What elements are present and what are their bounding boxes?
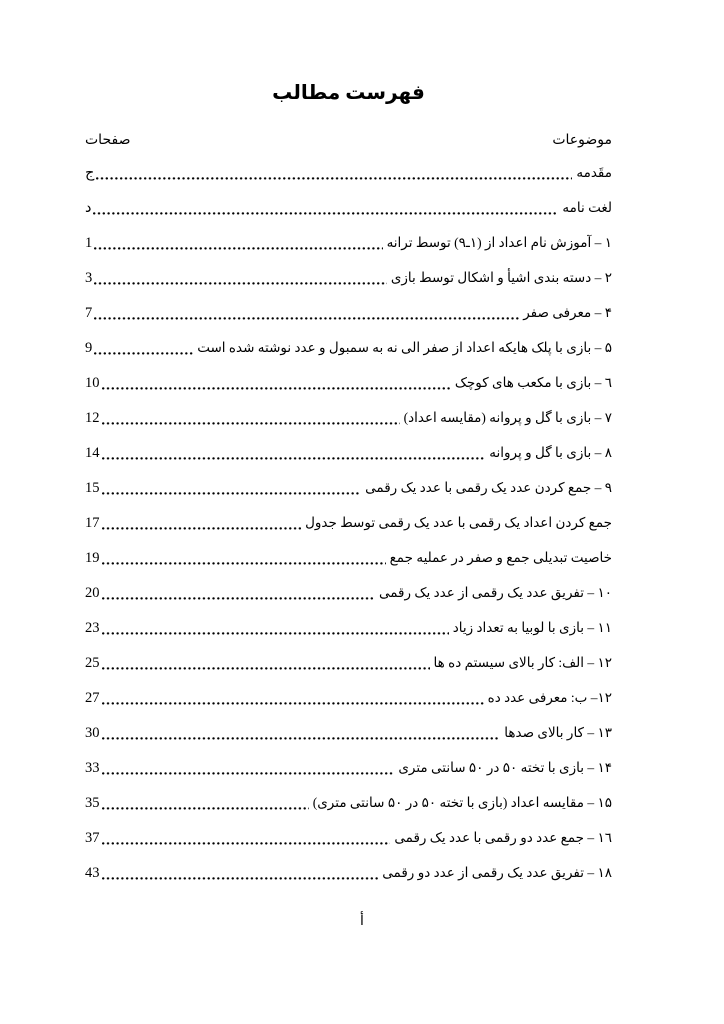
toc-entry-page-number: 23 — [85, 620, 100, 636]
toc-entry-page-number: 20 — [85, 585, 100, 601]
topics-column-header: موضوعات — [552, 133, 612, 148]
toc-column-headers — [85, 132, 612, 150]
dotted-leader — [102, 766, 395, 775]
toc-entry — [85, 304, 612, 322]
toc-entry-page-number: 43 — [85, 865, 100, 881]
toc-entry-title: ۱۲ – الف: کار بالای سیستم ده ها — [433, 655, 612, 670]
toc-entry-page-number: 3 — [85, 270, 93, 286]
dotted-leader — [102, 661, 430, 670]
toc-entry-title: ٦ – بازی با مکعب های کوچک — [454, 375, 612, 390]
toc-entry-page-number: 33 — [85, 760, 100, 776]
dotted-leader — [94, 346, 193, 355]
dotted-leader — [102, 521, 302, 530]
dotted-leader — [94, 311, 519, 320]
dotted-leader — [102, 871, 379, 880]
dotted-leader — [102, 381, 451, 390]
toc-entry — [85, 654, 612, 672]
toc-entry-title: ۷ – بازی با گل و پروانه (مقایسه اعداد) — [403, 410, 612, 425]
toc-entry-title: ۸ – بازی با گل و پروانه — [489, 445, 612, 460]
toc-entry-title: مقَدمه — [576, 165, 612, 180]
toc-entry — [85, 584, 612, 602]
toc-entry-page-number: 10 — [85, 375, 100, 391]
toc-entry-page-number: د — [85, 200, 92, 216]
content-area — [85, 0, 612, 899]
toc-entry-page-number: ج — [85, 165, 95, 181]
toc-entry — [85, 619, 612, 637]
toc-entry — [85, 829, 612, 847]
dotted-leader — [102, 486, 362, 495]
toc-entry-title: ۱۴ – بازی با تخته ۵۰ در ۵۰ سانتی متری — [398, 760, 612, 775]
dotted-leader — [102, 801, 309, 810]
toc-entry — [85, 339, 612, 357]
toc-entry-title: ۱۳ – کار بالای صدها — [504, 725, 612, 740]
dotted-leader — [96, 171, 572, 180]
dotted-leader — [102, 416, 400, 425]
toc-entry — [85, 374, 612, 392]
dotted-leader — [102, 451, 486, 460]
toc-entry-page-number: 37 — [85, 830, 100, 846]
toc-entry-title: ۱۲– ب: معرفی عدد ده — [487, 690, 612, 705]
toc-entry-title: ۵ – بازی با پلک هایکه اعداد از صفر الی نه به سمبول و عدد نوشته شده است — [197, 340, 612, 355]
toc-entry-page-number: 12 — [85, 410, 100, 426]
toc-entry-title: لغت نامه — [562, 200, 612, 215]
dotted-leader — [102, 731, 501, 740]
footer-page-letter: أ — [360, 914, 364, 929]
toc-entry — [85, 479, 612, 497]
toc-entry-title: ۱٦ – جمع عدد دو رقمی با عدد یک رقمی — [394, 830, 612, 845]
toc-entry — [85, 759, 612, 777]
toc-entry-page-number: 17 — [85, 515, 100, 531]
page-title: فهرست مطالب — [272, 82, 425, 104]
dotted-leader — [102, 626, 449, 635]
toc-entry — [85, 724, 612, 742]
toc-entry-title: ۱۰ – تفریق عدد یک رقمی از عدد یک رقمی — [378, 585, 612, 600]
dotted-leader — [94, 276, 387, 285]
toc-entry — [85, 514, 612, 532]
toc-entry-title: ۱۸ – تفریق عدد یک رقمی از عدد دو رقمی — [382, 865, 612, 880]
toc-entry — [85, 794, 612, 812]
toc-entry-page-number: 35 — [85, 795, 100, 811]
dotted-leader — [102, 836, 391, 845]
dotted-leader — [102, 556, 386, 565]
toc-entry — [85, 164, 612, 182]
toc-entry — [85, 549, 612, 567]
toc-entry — [85, 199, 612, 217]
toc-entry-title: ۱ – آموزش نام اعداد از (۱ـ۹) توسط ترانه — [386, 235, 612, 250]
toc-entry-title: ۱۵ – مقایسه اعداد (بازی با تخته ۵۰ در ۵۰ سانتی متری) — [312, 795, 612, 810]
dotted-leader — [94, 241, 382, 250]
toc-entry-page-number: 25 — [85, 655, 100, 671]
dotted-leader — [102, 591, 375, 600]
toc-entry — [85, 864, 612, 882]
toc-list — [85, 164, 612, 882]
toc-entry-title: خاصیت تبدیلی جمع و صفر در عملیه جمع — [389, 550, 612, 565]
toc-entry — [85, 269, 612, 287]
toc-entry — [85, 689, 612, 707]
dotted-leader — [93, 206, 558, 215]
toc-entry-page-number: 19 — [85, 550, 100, 566]
toc-entry-title: ۴ – معرفی صفر — [523, 305, 612, 320]
toc-entry-page-number: 1 — [85, 235, 93, 251]
toc-entry-title: ۲ – دسته بندی اشیأ و اشکال توسط بازی — [390, 270, 612, 285]
toc-entry — [85, 409, 612, 427]
toc-entry-page-number: 27 — [85, 690, 100, 706]
toc-entry-page-number: 14 — [85, 445, 100, 461]
pages-column-header: صفحات — [85, 133, 131, 148]
toc-entry-page-number: 15 — [85, 480, 100, 496]
toc-entry-title: ۹ – جمع کردن عدد یک رقمی با عدد یک رقمی — [365, 480, 612, 495]
toc-entry-page-number: 7 — [85, 305, 93, 321]
toc-entry-title: ۱۱ – بازی با لوبیا به تعداد زیاد — [452, 620, 612, 635]
toc-entry-page-number: 30 — [85, 725, 100, 741]
toc-entry — [85, 234, 612, 252]
toc-entry-title: جمع کردن اعداد یک رقمی با عدد یک رقمی توسط جدول — [305, 515, 612, 530]
dotted-leader — [102, 696, 484, 705]
toc-entry-page-number: 9 — [85, 340, 93, 356]
toc-entry — [85, 444, 612, 462]
